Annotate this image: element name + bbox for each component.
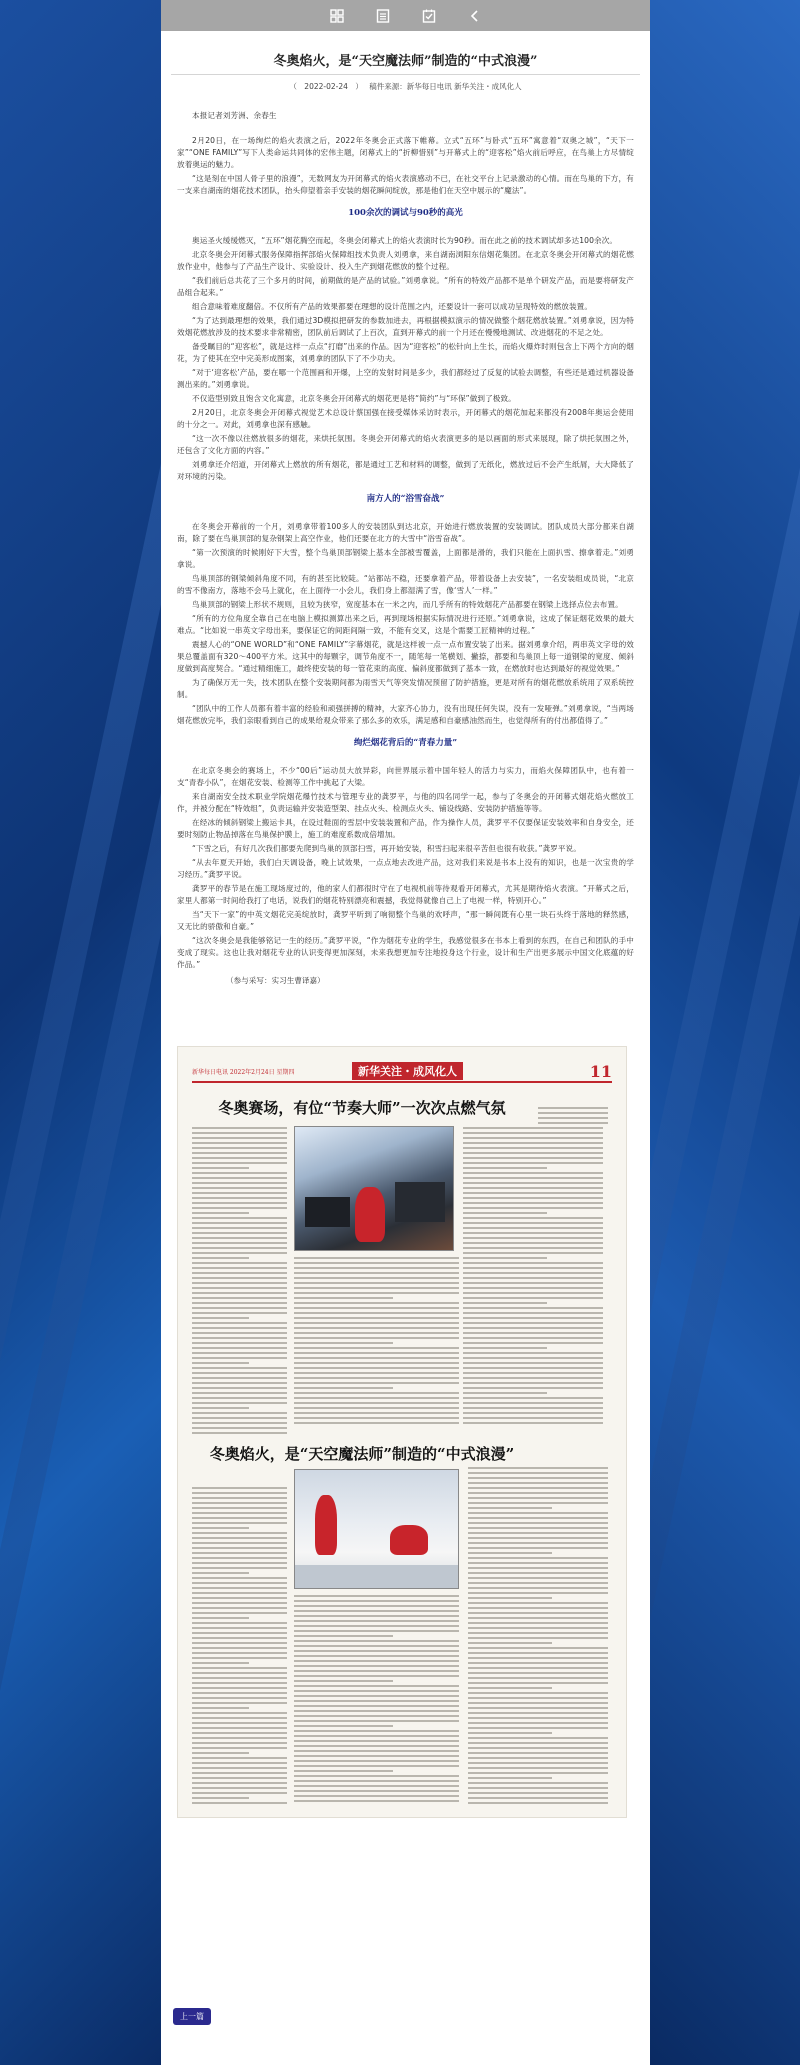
article-paragraph: 2月20日，在一场绚烂的焰火表演之后，2022年冬奥会正式落下帷幕。立式“五环”与卧式“五环”寓意着“双奥之城”，“天下一家”“ONE FAMILY”写下人类命运共同体的宏伟主题，闭幕式上的“折柳惜别”与开幕式上的“迎客松”焰火前后呼应，在鸟巢上方尽情绽放着奥运的魅力。	[177, 136, 634, 169]
article-paragraph: “这一次不像以往燃放很多的烟花，来烘托氛围。冬奥会开闭幕式的焰火表演更多的是以画面的形式来展现，除了烘托氛围之外，还包含了文化方面的内容。”	[177, 434, 634, 455]
article-paragraph: 龚罗平的春节是在施工现场度过的，他的家人们都很时守在了电视机前等待观看开闭幕式，尤其是期待焰火表演。“开幕式之后，家里人都第一时间给我打了电话，说我们的烟花特别漂亮和震撼，我觉得就像自己上了电视一样，特别开心。”	[177, 884, 634, 905]
article-paragraph: “第一次预演的时候刚好下大雪，整个鸟巢顶部钢梁上基本全部被雪覆盖，上面都是滑的，我们只能在上面扒雪、擦拿着走。”刘勇拿说。	[177, 548, 634, 569]
article-paragraph: 在北京冬奥会的赛场上，不少“00后”运动员大放异彩，向世界展示着中国年轻人的活力与实力，而焰火保障团队中，也有着一支“青春小队”，在烟花安装、检测等工作中挑起了大梁。	[177, 766, 634, 787]
article-paragraph: 在冬奥会开幕前的一个月，刘勇拿带着100多人的安装团队到达北京，开始进行燃放装置的安装调试。团队成员大部分都来自湖南，除了要在鸟巢顶部的复杂钢架上高空作业，他们还要在北方的大雪中“浴雪奋战”。	[177, 522, 634, 543]
section-subtitle: 绚烂烟花背后的“青春力量”	[353, 738, 458, 748]
article-paragraph: 不仅造型别致且饱含文化寓意，北京冬奥会开闭幕式的烟花更是将“简约”与“环保”做到了极致。	[192, 394, 516, 403]
prev-article-button[interactable]: 上一篇	[173, 2008, 211, 2025]
article-paragraph: “从去年夏天开始，我们白天调设备，晚上试效果，一点点地去改进产品，这对我们来说是书本上没有的知识，也是一次宝贵的学习经历。”龚罗平说。	[177, 858, 634, 879]
article-paragraph: 来自湖南安全技术职业学院烟花爆竹技术与管理专业的龚罗平，与他的四名同学一起，参与了冬奥会的开闭幕式烟花焰火燃放工作，并被分配在“特效组”，负责运输并安装造型架、挂点火头、检测点火头、铺设线路、安装防护措施等等。	[177, 792, 634, 813]
toolbar	[161, 0, 650, 31]
newspaper-column-name: ・成风化人	[402, 1065, 457, 1078]
article-paragraph: “对于‘迎客松’产品，要在哪一个范围画和开爆，上空的发射时间是多少，我们都经过了反复的试验去调整，有些还是通过机器设备测出来的。”刘勇拿说。	[177, 368, 634, 389]
article-paragraph: 本报记者刘芳洲、余春生	[192, 111, 277, 120]
newspaper-logo: 新华每日电讯 2022年2月24日 星期四	[192, 1068, 295, 1076]
article-paragraph: 当“天下一家”的中英文烟花完美绽放时，龚罗平听到了响彻整个鸟巢的欢呼声，“那一瞬间既有心里一块石头终于落地的释然感，又无比的骄傲和自豪。”	[177, 910, 634, 931]
article-paragraph: 为了确保万无一失，技术团队在整个安装期间都为雨雪天气等突发情况预留了防护措施，更是对所有的烟花燃放系统用了双系统控制。	[177, 678, 634, 699]
article-signature: （参与采写：实习生曹译嘉）	[226, 976, 325, 985]
article-paragraph: “为了达到最理想的效果，我们通过3D模拟把研发的参数加进去，再根据模拟演示的情况做整个烟花燃放装置。”刘勇拿说，因为特效烟花燃放涉及的技术要求非常精密，团队前后调试了上百次，直到开幕式的前一个月还在慢慢地测试、改进烟花的不足之处。	[177, 316, 634, 337]
list-icon[interactable]	[375, 8, 391, 24]
section-subtitle: 100余次的调试与90秒的高光	[348, 208, 463, 218]
checklist-icon[interactable]	[421, 8, 437, 24]
article-paragraph: “我们前后总共花了三个多月的时间，前期做的是产品的试验。”刘勇拿说。“所有的特效产品都不是单个研发产品，而是要将研发产品组合起来。”	[177, 276, 634, 297]
article-title: 冬奥焰火，是“天空魔法师”制造的“中式浪漫”	[171, 50, 640, 75]
newspaper-page-number: 11	[589, 1061, 612, 1081]
article-date: （ 2022-02-24 ）	[289, 82, 363, 91]
article-paragraph: “下雪之后，有好几次我们都要先爬到鸟巢的顶部扫雪，再开始安装，积雪扫起来很辛苦但也很有收获。”龚罗平说。	[192, 844, 581, 853]
article-body	[171, 110, 640, 971]
article-paragraph: 鸟巢顶部的钢梁倾斜角度不同，有的甚至比较陡。“站都站不稳，还要拿着产品，带着设备上去安装”，一名安装组成员说，“北京的雪不像南方，落地不会马上就化，在上面待一小会儿，我们身上都湿满了雪，像‘雪人’一样。”	[177, 574, 634, 595]
article	[161, 50, 650, 986]
article-paragraph: 奥运圣火缓缓燃灭，“五环”烟花腾空而起，冬奥会闭幕式上的焰火表演时长为90秒。而在此之前的技术调试却多达100余次。	[192, 236, 618, 245]
article-paragraph: 北京冬奥会开闭幕式服务保障指挥部焰火保障组技术负责人刘勇拿，来自湖南浏阳东信烟花集团。在北京冬奥会开闭幕式的烟花燃放作业中，他参与了产品生产设计、实验设计、投入生产到烟花燃放的整个过程。	[177, 250, 634, 271]
newspaper-header	[192, 1061, 612, 1083]
section-subtitle: 南方人的“浴雪奋战”	[366, 494, 445, 504]
grid-icon[interactable]	[329, 8, 345, 24]
article-paragraph: “团队中的工作人员都有着丰富的经验和顽强拼搏的精神，大家齐心协力，没有出现任何失误，没有一发哑弹。”刘勇拿说，“当两场烟花燃放完毕，我们亲眼看到自己的成果给观众带来了那么多的欢乐，满足感和自豪感油然而生，也觉得所有的付出都值得了。”	[177, 704, 634, 725]
article-source: 稿件来源：新华每日电讯 新华关注・成风化人	[369, 82, 522, 91]
back-icon[interactable]	[467, 8, 483, 24]
article-paragraph: 组合意味着难度翻倍。不仅所有产品的效果都要在理想的设计范围之内，还要设计一套可以成功呈现特效的燃放装置。	[192, 302, 593, 311]
newspaper-column-brand: 新华关注	[358, 1065, 402, 1078]
background-left	[0, 0, 161, 2065]
article-paragraph: 2月20日，北京冬奥会开闭幕式视觉艺术总设计蔡国强在接受媒体采访时表示，开闭幕式的烟花加起来都没有2008年奥运会使用的十分之一。对此，刘勇拿也深有感触。	[177, 408, 634, 429]
newspaper-image	[177, 1046, 627, 1818]
newspaper-photo-top	[294, 1126, 454, 1251]
background-right	[650, 0, 800, 2065]
article-paragraph: 备受瞩目的“迎客松”，就是这样一点点“打磨”出来的作品。因为“迎客松”的松针向上生长，而焰火爆炸时则包含上下两个方向的烟花，为了使其在空中完美形成图案，刘勇拿的团队下了不少功夫。	[177, 342, 634, 363]
article-paragraph: “这次冬奥会是我能够铭记一生的经历。”龚罗平说，“作为烟花专业的学生，我感觉很多在书本上看到的东西，在自己和团队的手中变成了现实。这也让我对烟花专业的认识变得更加深刻，未来我想更加专注地投身这个行业，设计和生产出更多展示中国文化底蕴的好作品。”	[177, 936, 634, 969]
article-paragraph: 刘勇拿还介绍道，开闭幕式上燃放的所有烟花，都是通过工艺和材料的调整，做到了无纸化，燃放过后不会产生纸屑，大大降低了对环境的污染。	[177, 460, 634, 481]
newspaper-headline-top: 冬奥赛场，有位“节奏大师”一次次点燃气氛	[218, 1099, 506, 1117]
article-paragraph: 震撼人心的“ONE WORLD”和“ONE FAMILY”字幕烟花，就是这样被一点一点布置安装了出来。据刘勇拿介绍，两串英文字母的效果总覆盖面有320～400平方米。这其中的每颗字，调节角度不一，随笔每一笔横划、撇捺，都要和鸟巢顶上每一道钢梁的宽度、倾斜度做到高度契合。“通过精细施工，最终使安装的每一管花束的高度、偏斜度都做到了基本一致，在燃放时也达到最好的视觉效果。”	[177, 640, 634, 673]
article-paragraph: “这是刻在中国人骨子里的浪漫”，无数网友为开闭幕式的焰火表演感动不已，在社交平台上记录激动的心情。而在鸟巢的下方，有一支来自湖南的烟花技术团队，抬头仰望着亲手安装的烟花瞬间绽放，那是他们在天空中展示的“魔法”。	[177, 174, 634, 195]
article-paragraph: 鸟巢顶部的钢梁上形状不规则，且较为狭窄，宽度基本在一米之内，而几乎所有的特效烟花产品都要在钢梁上选择点位去布置。	[192, 600, 623, 609]
newspaper-column-title	[352, 1062, 463, 1080]
newspaper-photo-bottom	[294, 1469, 459, 1589]
article-paragraph: 在经冰的倾斜钢梁上搬运卡具，在设过鞋面的雪层中安装装置和产品，作为操作人员，龚罗平不仅要保证安装效率和自身安全，还要时刻防止物品掉落在鸟巢保护膜上，施工的难度系数成倍增加。	[177, 818, 634, 839]
newspaper-headline-bottom: 冬奥焰火，是“天空魔法师”制造的“中式浪漫”	[209, 1445, 515, 1463]
article-meta	[171, 81, 640, 92]
article-page	[161, 0, 650, 2065]
article-paragraph: “所有的方位角度全靠自己在电脑上模拟测算出来之后，再到现场根据实际情况进行还原。”刘勇拿说，这成了保证烟花效果的最大难点。“比如说一串英文字母出来，要保证它的间距间隔一致，不能有交叉，这是个需要工匠精神的过程。”	[177, 614, 634, 635]
